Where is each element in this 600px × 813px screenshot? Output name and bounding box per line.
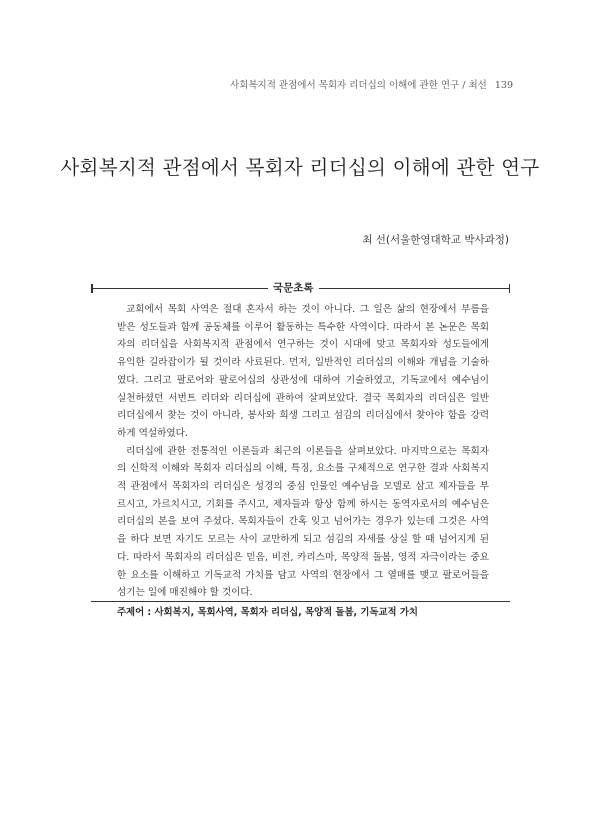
abstract-line: 을 하다 보면 자기도 모르는 사이 교만하게 되고 섬김의 자세를 상실 할 때 넘어지게 된 — [117, 534, 489, 546]
abstract-body — [117, 301, 489, 602]
abstract-line: 리더십에서 찾는 것이 아니라, 봉사와 희생 그리고 섬김의 리더십에서 찾아야 함을 강력 — [117, 410, 489, 422]
abstract-line: 한 요소를 이해하고 기독교적 가치를 담고 사역의 현장에서 그 열매를 맺고 팔로어들을 — [117, 569, 489, 581]
abstract-line: 르시고, 가르치시고, 기회를 주시고, 제자들과 항상 함께 하시는 동역자로서의 예수님은 — [117, 498, 489, 510]
abstract-line: 자의 리더십을 사회복지적 관점에서 연구하는 것이 시대에 맞고 목회자와 성도들에게 — [117, 339, 489, 351]
keywords: 주제어 : 사회복지, 목회사역, 목회자 리더십, 목양적 돌봄, 기독교적 가치 — [117, 607, 418, 618]
abstract-line: 교회에서 목회 사역은 절대 혼자서 하는 것이 아니다. 그 일은 삶의 현장에서 부름을 — [126, 304, 489, 315]
abstract-line: 리더십에 관한 전통적인 이론들과 최근의 이론들을 살펴보았다. 마지막으로는 목회자 — [126, 445, 489, 457]
rule-tick-left — [91, 284, 93, 293]
author-line: 최 선(서울한영대학교 박사과정) — [362, 234, 509, 246]
abstract-line: 였다. 그리고 팔로어와 팔로어십의 상관성에 대하여 기술하였고, 기독교에서 예수님이 — [117, 374, 489, 386]
running-head-text: 사회복지적 관점에서 목회자 리더십의 이해에 관한 연구 / 최선 — [230, 80, 487, 91]
abstract-line: 섬기는 일에 매진해야 할 것이다. — [117, 587, 253, 599]
abstract-line: 의 신학적 이해와 목회자 리더십의 이해, 특징, 요소를 구체적으로 연구한 결과 사회복지 — [117, 463, 489, 475]
paper-title: 사회복지적 관점에서 목회자 리더십의 이해에 관한 연구 — [60, 156, 540, 179]
page-number: 139 — [494, 80, 513, 91]
abstract-label: 국문초록 — [268, 281, 319, 295]
keywords-top-rule — [91, 601, 510, 602]
abstract-line: 받은 성도들과 함께 공동체를 이루어 활동하는 특수한 사역이다. 따라서 본 논문은 목회 — [117, 321, 489, 333]
abstract-line: 다. 따라서 목회자의 리더십은 믿음, 비전, 카리스마, 목양적 돌봄, 영적 자극이라는 중요 — [117, 551, 489, 563]
abstract-line: 리더십의 본을 보여 주셨다. 목회자들이 간혹 잊고 넘어가는 경우가 있는데 그것은 사역 — [117, 516, 489, 528]
abstract-line: 하게 역설하였다. — [117, 427, 188, 439]
abstract-line: 실천하셨던 서번트 리더와 리더십에 관하여 살펴보았다. 결국 목회자의 리더십은 일반 — [117, 392, 489, 404]
abstract-line: 적 관점에서 목회자의 리더십은 성경의 중심 인물인 예수님을 모델로 삼고 제자들을 부 — [117, 481, 489, 493]
running-head — [230, 77, 513, 91]
abstract-line: 유익한 길라잡이가 될 것이라 사료된다. 먼저, 일반적인 리더십의 이해와 개념을 기술하 — [117, 357, 489, 369]
rule-tick-right — [509, 284, 511, 293]
